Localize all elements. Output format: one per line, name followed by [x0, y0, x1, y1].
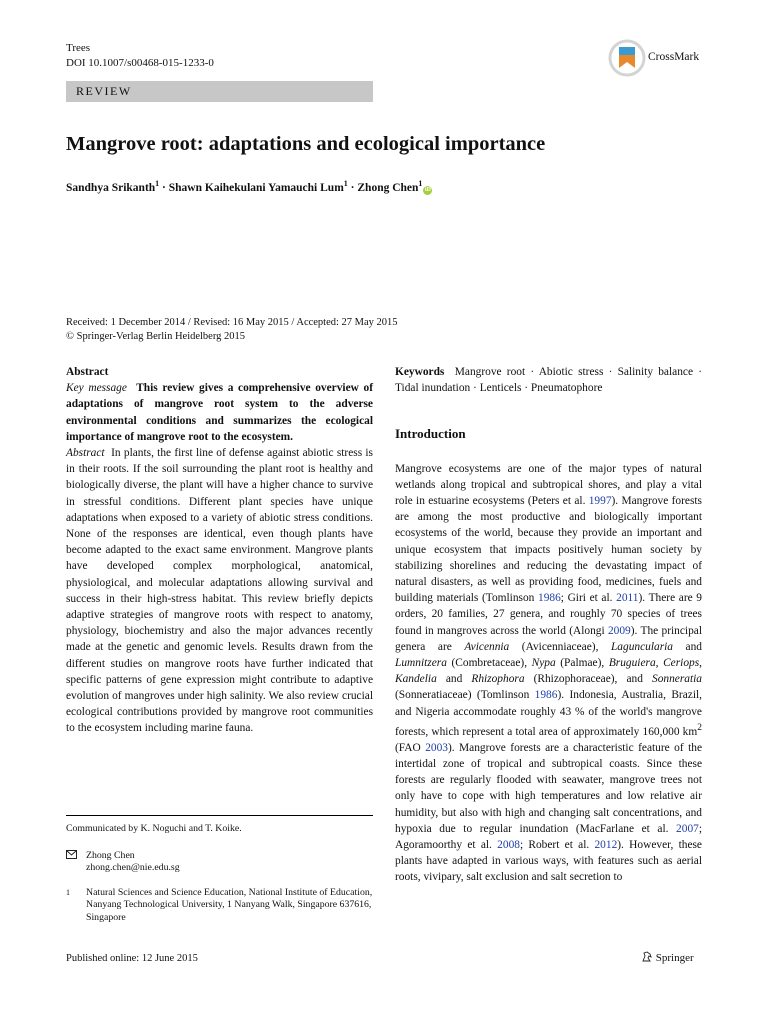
footnote-divider [66, 815, 373, 816]
genus-name: Bruguiera, Ceriops, Kandelia [395, 657, 702, 686]
article-history [66, 316, 398, 343]
affiliation-marker: 1 [155, 179, 160, 188]
abstract-text: In plants, the first line of defense against abiotic stress is in their roots. If the soil surrounding the plant root is healthy and biologically diverse, the plant will have a higher chance to survive in stressful conditions. Different plant species have unique adaptations when exposed to a variety of abiotic stress conditions. None of the responses are identical, even though plants have become adapted to the exact same environment. Mangrove plants have developed complex morphological, anatomical, physiological, and molecular adaptations allowing survival and success in their high-stress habitat. This review briefly depicts adaptive strategies of mangrove roots with respect to anatomy, physiology, biochemistry and also the major advances recently made at the genetic and genomic levels. Results drawn from the different studies on mangrove roots have further indicated that specific patterns of gene expression might contribute to adaptive evolution of mangroves under high salinity. We also review crucial ecological contributions provided by mangrove root communities to the ecosystem including marine fauna. [66, 447, 373, 735]
genus-name: Lumnitzera [395, 657, 447, 670]
affiliation-marker: 1 [418, 179, 423, 188]
genus-name: Nypa [531, 657, 556, 670]
affiliation-marker: 1 [343, 179, 348, 188]
journal-name: Trees [66, 42, 91, 54]
published-date: Published online: 12 June 2015 [66, 953, 198, 964]
abstract-label: Abstract [66, 447, 105, 460]
genus-name: Avicennia [464, 640, 510, 653]
citation-link[interactable]: 1997 [588, 495, 612, 508]
keywords-text: Mangrove root · Abiotic stress · Salinity balance · Tidal inundation · Lenticels · Pneumatophore [395, 366, 702, 395]
author-name[interactable]: Zhong Chen [357, 181, 419, 194]
corresponding-email[interactable]: zhong.chen@nie.edu.sg [86, 862, 180, 873]
introduction-body: Mangrove ecosystems are one of the major types of natural wetlands along tropical and subtropical shores, and play a vital role in estuarine ecosystems (Peters et al. 1997). Mangrove forests are among the most productive and biologically important ecosystems of the world, because they provide an important and unique ecosystem that impacts positively human society by stabilizing shorelines and reducing the devastating impact of natural disasters, as well as providing food, medicines, fuels and building materials (Tomlinson 1986; Giri et al. 2011). There are 9 orders, 20 families, 27 genera, and roughly 70 species of trees found in mangroves across the world (Alongi 2009). The principal genera are Avicennia (Avicenniaceae), Laguncularia and Lumnitzera (Combretaceae), Nypa (Palmae), Bruguiera, Ceriops, Kandelia and Rhizophora (Rhizophoraceae), and Sonneratia (Sonneratiaceae) (Tomlinson 1986). Indonesia, Australia, Brazil, and Nigeria accommodate roughly 43 % of the world's mangrove forests, which represent a total area of approximately 160,000 $km^2$ (FAO 2003). Mangrove forests are a characteristic feature of the intertidal zone of tropical and subtropical coasts. Since these forests are regularly flooded with seawater, mangrove trees not only have to cope with high temperatures and low relative air humidity, but also with high and changing salt concentrations, and hypoxia due to regular inundation (MacFarlane et al. 2007; Agoramoorthy et al. 2008; Robert et al. 2012). However, these plants have adapted in various ways, with features such as aerial roots, vivipary, salt exclusion and salt secretion to [395, 462, 703, 884]
citation-link[interactable]: 2011 [616, 592, 639, 605]
section-label: REVIEW [76, 84, 132, 98]
journal-header [66, 41, 214, 71]
citation-link[interactable]: 2009 [607, 624, 631, 637]
communicated-by: Communicated by K. Noguchi and T. Koike. [66, 823, 242, 834]
section-banner [66, 81, 373, 102]
corresponding-name: Zhong Chen [86, 849, 135, 861]
author-name[interactable]: Sandhya Srikanth [66, 181, 156, 194]
history-dates: Received: 1 December 2014 / Revised: 16 May 2015 / Accepted: 27 May 2015 [66, 317, 398, 328]
introduction-heading: Introduction [395, 426, 466, 442]
genus-name: Laguncularia [610, 640, 673, 653]
orcid-icon[interactable]: iD [424, 186, 431, 193]
springer-horse-icon [641, 951, 653, 962]
copyright: © Springer-Verlag Berlin Heidelberg 2015 [66, 330, 246, 342]
key-message-text: This review gives a comprehensive overview of adaptations of mangrove root system to the adverse environmental conditions and summarizes the ecological importance of mangrove root to the ecosystem. [66, 382, 373, 443]
publisher-name: Springer [655, 952, 694, 964]
genus-name: Rhizophora [471, 673, 525, 686]
citation-link[interactable]: 1986 [534, 689, 558, 702]
crossmark-label[interactable]: CrossMark [648, 51, 700, 63]
keywords-label: Keywords [395, 366, 445, 378]
author-list [66, 179, 432, 195]
citation-link[interactable]: 2012 [594, 839, 618, 852]
publisher-mark [641, 951, 694, 964]
corresponding-author [66, 850, 373, 875]
author-name[interactable]: Shawn Kaihekulani Yamauchi Lum [168, 181, 344, 194]
affiliation-number: 1 [66, 887, 70, 897]
affiliation-text: Natural Sciences and Science Education, National Institute of Education, Nanyang Technological University, 1 Nanyang Walk, Singapore 637616, Singapore [86, 886, 373, 923]
article-title: Mangrove root: adaptations and ecological importance [66, 133, 546, 155]
key-message [66, 380, 373, 445]
genus-name: Sonneratia [652, 673, 702, 686]
envelope-icon [66, 850, 86, 875]
abstract-section [66, 364, 373, 737]
citation-link[interactable]: 2007 [676, 822, 699, 835]
right-column [395, 364, 702, 886]
doi: DOI 10.1007/s00468-015-1233-0 [66, 57, 214, 69]
crossmark-icon[interactable] [608, 38, 646, 78]
affiliation [66, 887, 373, 925]
key-message-label: Key message [66, 382, 127, 395]
citation-link[interactable]: 1986 [538, 592, 561, 605]
author-separator: · [347, 181, 358, 194]
abstract-heading: Abstract [66, 366, 109, 378]
abstract-body [66, 445, 373, 737]
footnotes [66, 823, 373, 924]
author-separator: · [159, 181, 169, 194]
citation-link[interactable]: 2003 [425, 741, 448, 754]
keywords [395, 364, 702, 396]
citation-link[interactable]: 2008 [497, 839, 520, 852]
